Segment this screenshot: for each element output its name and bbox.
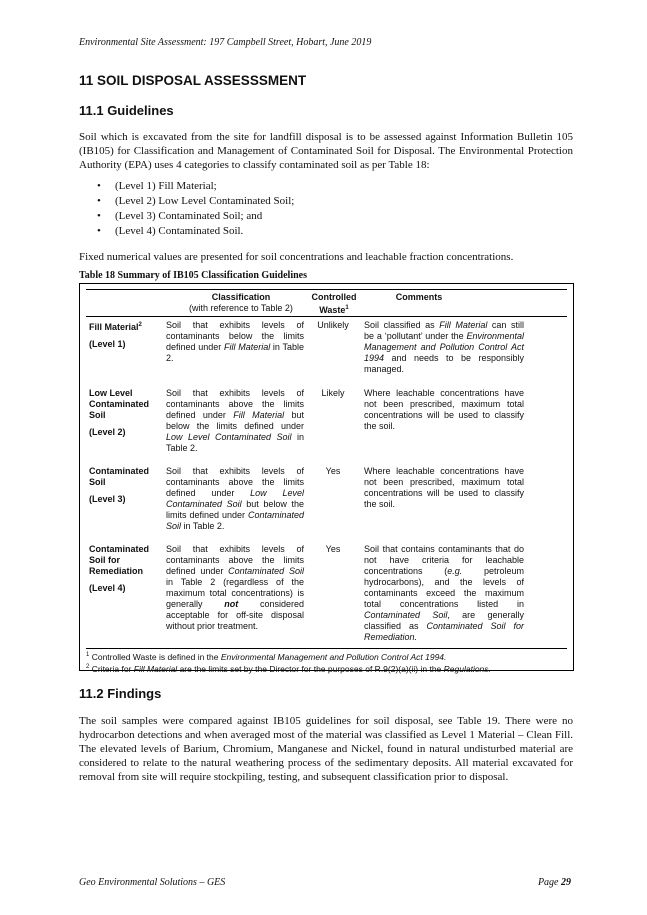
header-classification: Classification (with reference to Table 2) bbox=[189, 292, 293, 313]
table-header bbox=[86, 289, 567, 317]
list-item: • (Level 3) Contaminated Soil; and bbox=[97, 209, 294, 224]
table-caption: Table 18 Summary of IB105 Classification Guidelines bbox=[79, 270, 307, 281]
row-classification: Soil that exhibits levels of contaminants above the limits defined under Contaminated Soil in Table 2 (regardless of the maximum total concentrations) is generally not considered acceptable for off-site disposal without prior treatment. bbox=[166, 544, 305, 631]
row-classification: Soil that exhibits levels of contaminants above the limits defined under Low Level Contaminated Soil but below the limits defined under Contaminated Soil in Table 2. bbox=[166, 466, 305, 531]
table-note: $^1$ Controlled Waste is defined in the Environmental Management and Pollution Control Act 1994. bbox=[86, 651, 447, 662]
classification-table bbox=[79, 283, 574, 674]
list-item: • (Level 2) Low Level Contaminated Soil; bbox=[97, 194, 294, 209]
row-comments: Soil classified as Fill Material can still be a ‘pollutant’ under the Environmental Management and Pollution Control Act 1994 and needs to be responsibly managed. bbox=[364, 320, 525, 374]
table-notes bbox=[86, 648, 567, 674]
row-name: Contaminated Soil (Level 3) bbox=[89, 466, 150, 504]
header-comments: Comments bbox=[395, 292, 443, 302]
row-comments: Where leachable concentrations have not been prescribed, maximum total concentrations will be used to classify the soil. bbox=[364, 388, 524, 431]
section-title: 11 SOIL DISPOSAL ASSESSSMENT bbox=[79, 73, 307, 88]
list-item: • (Level 1) Fill Material; bbox=[97, 179, 294, 194]
page-header: Environmental Site Assessment: 197 Campbell Street, Hobart, June 2019 bbox=[79, 37, 372, 48]
list-item: • (Level 4) Contaminated Soil. bbox=[97, 224, 294, 239]
level-list bbox=[97, 179, 294, 239]
fixed-values-paragraph: Fixed numerical values are presented for soil concentrations and leachable fraction concentrations. bbox=[79, 251, 514, 263]
row-comments: Soil that contains contaminants that do not have criteria for leachable concentrations (e.g. petroleum hydrocarbons), and the levels of contaminants exceed the maximum total concentrations listed in Contaminated Soil, are generally classified as Contaminated Soil for Remediation. bbox=[364, 544, 524, 642]
row-controlled-waste: Likely bbox=[321, 388, 345, 398]
row-classification: Soil that exhibits levels of contaminants below the limits defined under Fill Material in Table 2. bbox=[166, 320, 305, 363]
row-classification: Soil that exhibits levels of contaminants above the limits defined under Fill Material but below the limits defined under Low Level Contaminated Soil in Table 2. bbox=[166, 388, 305, 453]
guidelines-intro: Soil which is excavated from the site for landfill disposal is to be assessed against Information Bulletin 105 (IB105) for Classification and Management of Contaminated Soil for Disposal. The Environmental Protection Authority (EPA) uses 4 categories to classify contaminated soil as per Table 18: bbox=[79, 131, 573, 171]
row-name: Contaminated Soil for Remediation (Level 4) bbox=[89, 544, 150, 593]
row-name: Fill Material$^2$ (Level 1) bbox=[89, 322, 142, 349]
findings-heading: 11.2 Findings bbox=[79, 686, 162, 701]
header-controlled-waste: Controlled Waste$^1$ bbox=[311, 292, 357, 315]
findings-paragraph: The soil samples were compared against IB105 guidelines for soil disposal, see Table 19. There were no hydrocarbon detections and when averaged most of the material was classified as Level 1 Material – Clean Fill. The elevated levels of Barium, Chromium, Manganese and Nickel, found in natural undisturbed material are considered to relate to the natural weathering process of the sedimentary deposits. All material excavated for removal from site will require stockpiling, testing, and subsequent classification prior to disposal. bbox=[79, 715, 573, 783]
guidelines-heading: 11.1 Guidelines bbox=[79, 103, 174, 118]
table-note: $^2$ Criteria for Fill Material are the limits set by the Director for the purposes of R.9(2)(a)(ii) in the Regulations. bbox=[86, 663, 491, 674]
row-controlled-waste: Yes bbox=[325, 466, 341, 476]
footer-page: Page 29 bbox=[537, 877, 571, 888]
row-controlled-waste: Unlikely bbox=[317, 320, 349, 330]
row-name: Low Level Contaminated Soil (Level 2) bbox=[89, 388, 150, 437]
row-controlled-waste: Yes bbox=[325, 544, 341, 554]
row-comments: Where leachable concentrations have not been prescribed, maximum total concentrations will be used to classify the soil. bbox=[364, 466, 524, 509]
footer-left: Geo Environmental Solutions – GES bbox=[79, 877, 226, 888]
